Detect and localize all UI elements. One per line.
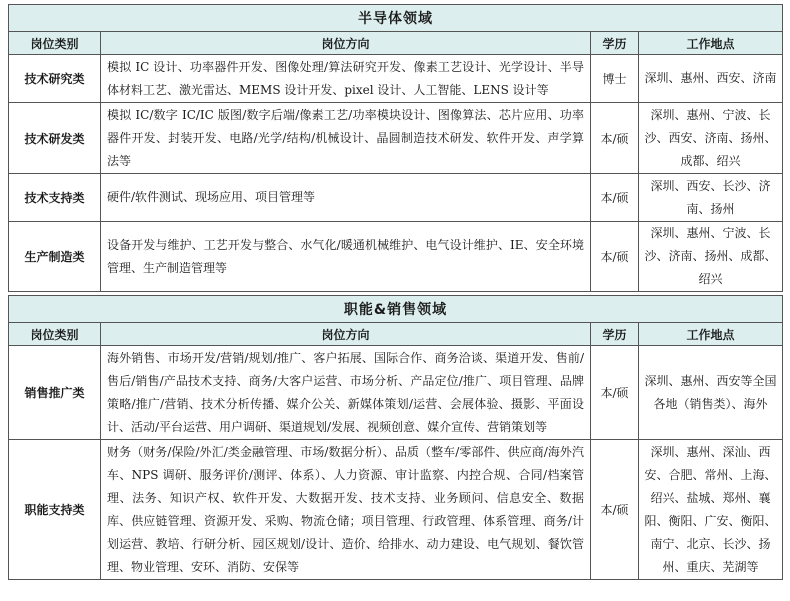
row-education: 本/硕 (591, 222, 639, 292)
row-location: 深圳、惠州、西安、济南 (639, 55, 783, 103)
row-education: 博士 (591, 55, 639, 103)
table-row (9, 440, 783, 580)
header-category: 岗位类别 (9, 323, 101, 346)
row-category: 销售推广类 (9, 346, 101, 440)
header-category: 岗位类别 (9, 32, 101, 55)
row-location: 深圳、西安、长沙、济南、扬州 (639, 174, 783, 222)
header-location: 工作地点 (639, 323, 783, 346)
row-location: 深圳、惠州、深汕、西安、合肥、常州、上海、绍兴、盐城、郑州、襄阳、衡阳、广安、衡阳、南宁、北京、长沙、扬州、重庆、芜湖等 (639, 440, 783, 580)
row-location: 深圳、惠州、西安等全国各地（销售类）、海外 (639, 346, 783, 440)
row-category: 技术研发类 (9, 103, 101, 174)
row-direction: 海外销售、市场开发/营销/规划/推广、客户拓展、国际合作、商务洽谈、渠道开发、售前/售后/销售/产品技术支持、商务/大客户运营、市场分析、产品定位/推广、项目管理、品牌策略/推广/营销、技术分析传播、媒介公关、新媒体策划/运营、会展体验、摄影、平面设计、活动/平台运营、用户调研、渠道规划/发展、视频创意、媒介宣传、营销策划等 (101, 346, 591, 440)
header-location: 工作地点 (639, 32, 783, 55)
row-direction: 模拟 IC 设计、功率器件开发、图像处理/算法研究开发、像素工艺设计、光学设计、半导体材料工艺、激光雷达、MEMS 设计开发、pixel 设计、人工智能、LENS 设计等 (101, 55, 591, 103)
table-row (9, 55, 783, 103)
row-direction: 设备开发与维护、工艺开发与整合、水气化/暖通机械维护、电气设计维护、IE、安全环境管理、生产制造管理等 (101, 222, 591, 292)
table-row (9, 103, 783, 174)
row-education: 本/硕 (591, 440, 639, 580)
functional-sales-table (8, 295, 783, 580)
row-location: 深圳、惠州、宁波、长沙、济南、扬州、成都、绍兴 (639, 222, 783, 292)
row-direction: 模拟 IC/数字 IC/IC 版图/数字后端/像素工艺/功率模块设计、图像算法、芯片应用、功率器件开发、封装开发、电路/光学/结构/机械设计、晶圆制造技术研发、软件开发、声学算法等 (101, 103, 591, 174)
row-direction: 财务（财务/保险/外汇/类金融管理、市场/数据分析）、品质（整车/零部件、供应商/海外汽车、NPS 调研、服务评价/测评、体系）、人力资源、审计监察、内控合规、合同/档案管理、法务、知识产权、软件开发、大数据开发、技术支持、业务顾问、信息安全、数据库、供应链管理、资源开发、采购、物流仓储；项目管理、行政管理、体系管理、商务/计划运营、教培、行研分析、园区规划/设计、造价、给排水、动力建设、电气规划、餐饮管理、物业管理、安环、消防、安保等 (101, 440, 591, 580)
row-direction: 硬件/软件测试、现场应用、项目管理等 (101, 174, 591, 222)
row-category: 职能支持类 (9, 440, 101, 580)
section-title: 职能&销售领域 (9, 296, 783, 323)
section-title: 半导体领域 (9, 5, 783, 32)
header-direction: 岗位方向 (101, 32, 591, 55)
table-row (9, 222, 783, 292)
row-category: 生产制造类 (9, 222, 101, 292)
header-education: 学历 (591, 32, 639, 55)
functional-sales-section (8, 295, 782, 580)
row-location: 深圳、惠州、宁波、长沙、西安、济南、扬州、成都、绍兴 (639, 103, 783, 174)
row-education: 本/硕 (591, 346, 639, 440)
row-education: 本/硕 (591, 103, 639, 174)
row-category: 技术支持类 (9, 174, 101, 222)
semiconductor-section (8, 4, 782, 292)
table-row (9, 346, 783, 440)
row-category: 技术研究类 (9, 55, 101, 103)
table-row (9, 174, 783, 222)
semiconductor-table (8, 4, 783, 292)
header-direction: 岗位方向 (101, 323, 591, 346)
header-education: 学历 (591, 323, 639, 346)
row-education: 本/硕 (591, 174, 639, 222)
